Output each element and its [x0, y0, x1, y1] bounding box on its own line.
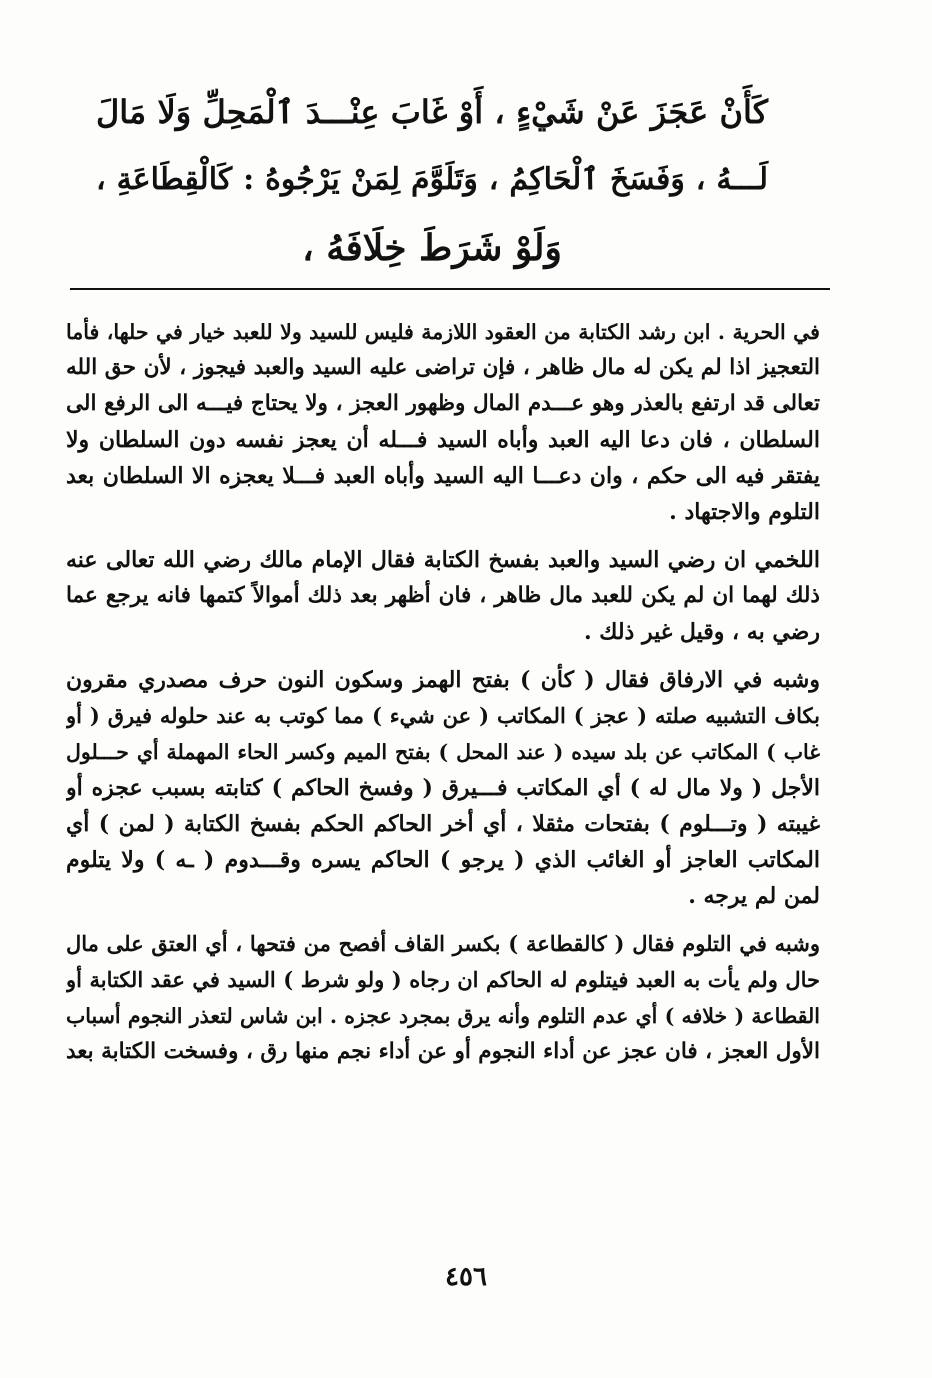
text-line: رضي به ، وقيل غير ذلك . — [583, 619, 820, 645]
page-number: ٤٥٦ — [445, 1262, 487, 1292]
separator-rule — [70, 288, 830, 290]
text-line: السلطان ، فان دعا اليه العبد وأباه السيد فـــله أن يعجز نفسه دون السلطان ولا — [66, 427, 820, 453]
text-line: التعجيز اذا لم يكن له مال ظاهر ، فإن تراضى عليه السيد والعبد فيجوز ، لأن حق الله — [66, 355, 820, 380]
text-line: حال ولم يأت به العبد فيتلوم له الحاكم ان رجاه ( ولو شرط ) السيد في عقد الكتابة أو — [66, 967, 820, 992]
text-line: غاب ) المكاتب عن بلد سيده ( عند المحل ) بفتح الميم وكسر الحاء المهملة أي حـــلول — [66, 740, 820, 764]
matn-text-block — [96, 78, 768, 282]
text-line: غيبته ( وتـــلوم ) بفتحات مثقلا ، أي أخر الحاكم الحكم بفسخ الكتابة ( لمن ) أي — [66, 811, 820, 837]
text-line: اللخمي ان رضي السيد والعبد بفسخ الكتابة فقال الإمام مالك رضي الله تعالى عنه — [66, 547, 820, 573]
text-line: في الحرية . ابن رشد الكتابة من العقود اللازمة فليس للسيد ولا للعبد خيار في حلها، فأما — [66, 320, 820, 344]
text-line: القطاعة ( خلافه ) أي عدم التلوم وأنه يرق بمجرد عجزه . ابن شاس لتعذر النجوم أسباب — [66, 1004, 820, 1028]
text-line: يفتقر فيه الى حكم ، وان دعـــا اليه السيد وأباه العبد فـــلا يعجزه الا السلطان بعد — [66, 463, 820, 489]
text-line: المكاتب العاجز أو الغائب الذي ( يرجو ) الحاكم يسره وقـــدوم ( ـه ) ولا يتلوم — [66, 847, 820, 873]
commentary-paragraph — [66, 926, 820, 1070]
matn-line: لَـــهُ ، وَفَسَخَ ٱلْحَاكِمُ ، وَتَلَوَّمَ لِمَنْ يَرْجُوهُ : كَالْقِطَاعَةِ ، — [96, 162, 768, 197]
commentary-paragraph — [66, 662, 820, 914]
text-line: الأجل ( ولا مال له ) أي المكاتب فـــيرق ( وفسخ الحاكم ) كتابته بسبب عجزه أو — [66, 775, 820, 801]
text-line: ذلك لهما ان لم يكن للعبد مال ظاهر ، فان أظهر بعد ذلك أموالاً كتمها فانه يرجع عما — [66, 583, 820, 608]
text-line: التلوم والاجتهاد . — [669, 499, 820, 525]
matn-line: وَلَوْ شَرَطَ خِلَافَهُ ، — [302, 227, 562, 269]
text-line: بكاف التشبيه صلته ( عجز ) المكاتب ( عن شيء ) مما كوتب به عند حلوله فيرق ( أو — [66, 703, 820, 728]
text-line: وشبه في الارفاق فقال ( كأن ) بفتح الهمز وسكون النون حرف مصدري مقرون — [66, 667, 820, 693]
commentary-paragraph — [66, 314, 820, 530]
text-line: الأول العجز ، فان عجز عن أداء النجوم أو عن أداء نجم منها رق ، وفسخت الكتابة بعد — [66, 1039, 820, 1064]
commentary-block — [66, 314, 820, 1082]
text-line: وشبه في التلوم فقال ( كالقطاعة ) بكسر القاف أفصح من فتحها ، أي العتق على مال — [66, 931, 820, 956]
matn-line: كَأَنْ عَجَزَ عَنْ شَيْءٍ ، أَوْ غَابَ عِنْـــدَ ٱلْمَحِلِّ وَلَا مَالَ — [96, 93, 768, 131]
commentary-paragraph — [66, 542, 820, 650]
text-line: لمن لم يرجه . — [688, 883, 820, 909]
text-line: تعالى قد ارتفع بالعذر وهو عـــدم المال وظهور العجز ، ولا يحتاج فيـــه الى الرفع الى — [66, 391, 820, 416]
